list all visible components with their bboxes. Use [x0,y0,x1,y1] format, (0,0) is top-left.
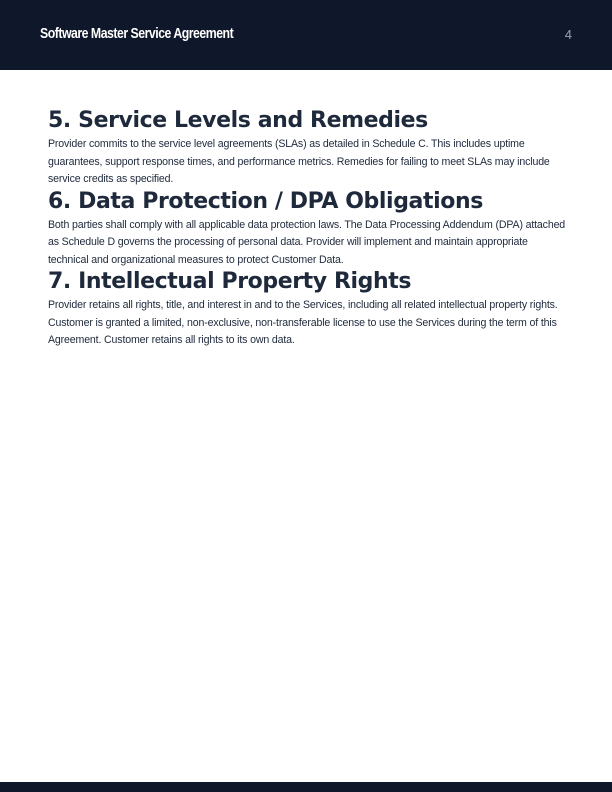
section-body: Both parties shall comply with all applicable data protection laws. The Data Processing Addendum (DPA) attached as Schedule D governs the processing of personal data. Provider will implement and maintain appropriate technical and organizational measures to protect Customer Data. [48,218,566,266]
page-header [0,0,612,70]
section-service-levels [48,106,568,189]
section-data-protection [48,187,568,270]
section-body: Provider commits to the service level agreements (SLAs) as detailed in Schedule C. This includes uptime guarantees, support response times, and performance metrics. Remedies for failing to meet SLAs may include service credits as specified. [48,138,550,185]
section-body: Provider retains all rights, title, and interest in and to the Services, including all related intellectual property rights. Customer is granted a limited, non-exclusive, non-transferable license to use the Services during the term of this Agreement. Customer retains all rights to its own data. [48,299,558,346]
section-heading: 5. Service Levels and Remedies [48,108,428,133]
section-intellectual-property [48,267,568,350]
section-heading: 7. Intellectual Property Rights [48,269,412,294]
page-footer-bar [0,782,612,792]
section-heading: 6. Data Protection / DPA Obligations [48,188,483,214]
document-content [48,106,568,348]
page-number: 4 [564,27,572,42]
document-title: Software Master Service Agreement [40,25,234,42]
